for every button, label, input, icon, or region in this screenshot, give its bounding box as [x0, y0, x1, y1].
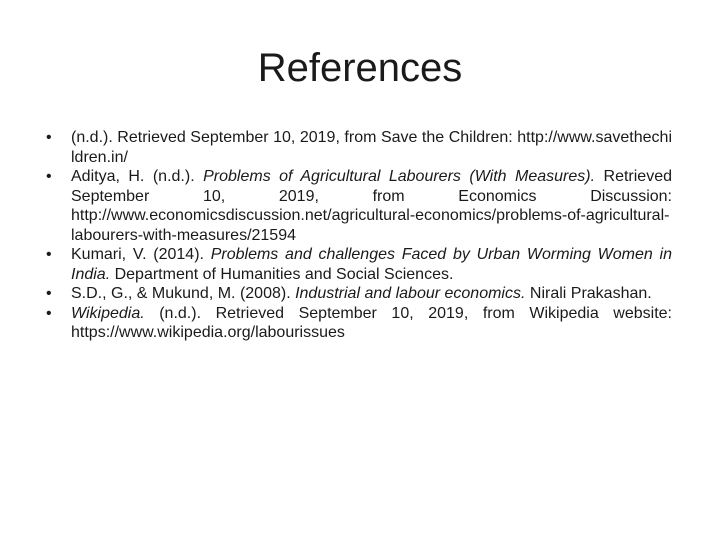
reference-italic: Problems of Agricultural Labourers (With Measures).	[203, 168, 596, 185]
bullet-icon: •	[46, 129, 52, 146]
bullet-icon: •	[46, 285, 52, 302]
bullet-icon: •	[46, 168, 52, 185]
reference-prefix: S.D., G., & Mukund, M. (2008).	[71, 285, 296, 302]
reference-list	[46, 128, 672, 343]
reference-suffix: Nirali Prakashan.	[525, 285, 652, 302]
reference-suffix: http://www.savethechildren.in/	[71, 129, 672, 166]
reference-item	[46, 128, 672, 167]
reference-suffix: Department of Humanities and Social Sciences.	[110, 265, 454, 283]
reference-prefix: Aditya, H. (n.d.).	[71, 168, 204, 185]
reference-suffix: Retrieved September 10, 2019, from Economics Discussion: http://www.economicsdiscussion.net/agricultural-economics/problems-of-agricultural-labourers-with-measures/21594	[71, 168, 673, 244]
reference-item	[46, 284, 672, 304]
slide-title: References	[257, 46, 463, 90]
reference-prefix: (n.d.). Retrieved September 10, 2019, from Save the Children:	[71, 129, 518, 146]
bullet-icon: •	[46, 246, 52, 263]
reference-italic: Wikipedia.	[71, 304, 145, 322]
reference-italic: Problems and challenges Faced by Urban Worming Women in India.	[71, 246, 672, 283]
reference-item	[46, 245, 672, 284]
reference-suffix: (n.d.). Retrieved September 10, 2019, from Wikipedia website: https://www.wikipedia.org/labourissues	[71, 304, 672, 341]
reference-prefix: Kumari, V. (2014).	[71, 246, 211, 263]
reference-italic: Industrial and labour economics.	[295, 285, 526, 302]
reference-item	[46, 304, 672, 343]
reference-item	[46, 167, 672, 245]
bullet-icon: •	[46, 304, 52, 322]
